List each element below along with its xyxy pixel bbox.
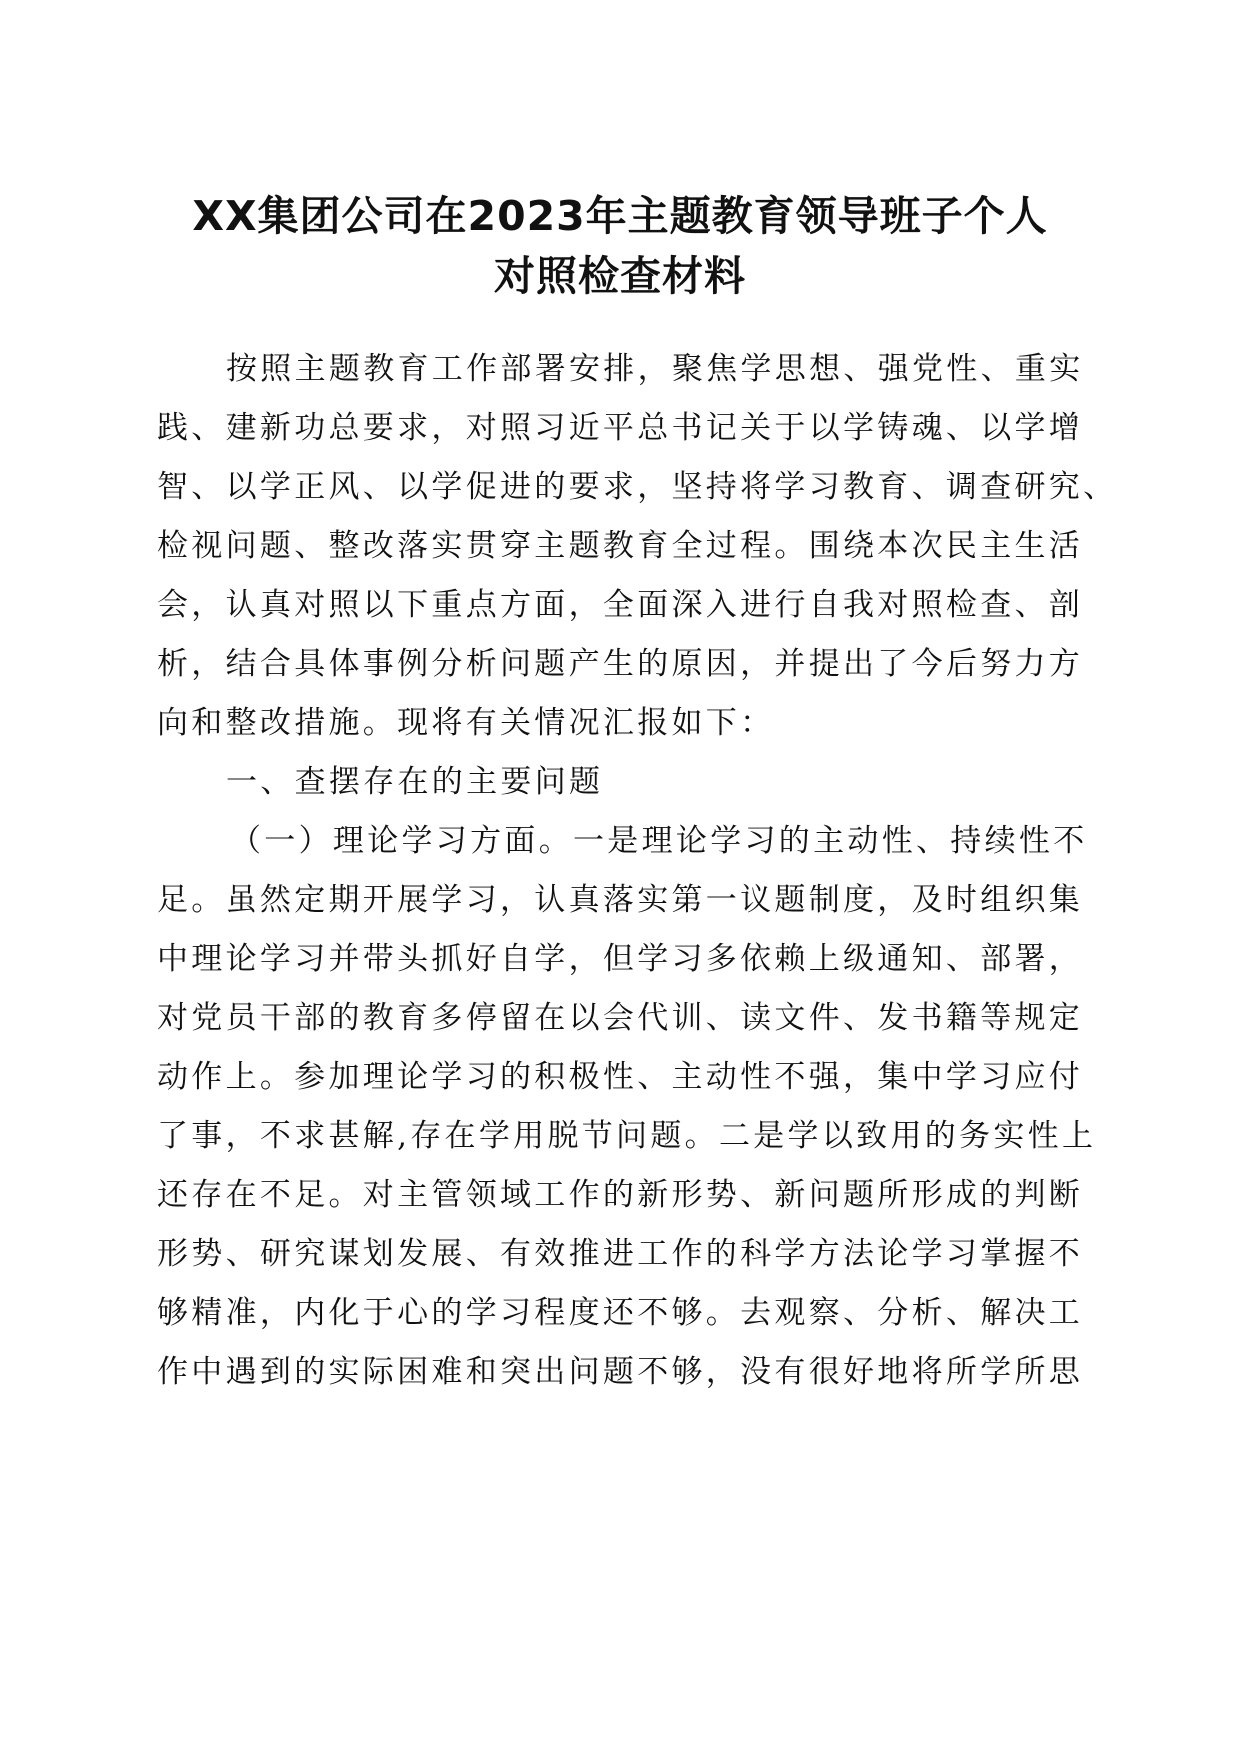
intro-paragraph-line: 向和整改措施。现将有关情况汇报如下： [157,705,775,741]
section-paragraph-line: （一）理论学习方面。一是理论学习的主动性、持续性不 [230,823,1088,859]
intro-paragraph-line: 会，认真对照以下重点方面，全面深入进行自我对照检查、剖 [157,587,1084,623]
intro-paragraph-line: 析，结合具体事例分析问题产生的原因，并提出了今后努力方 [157,646,1084,682]
intro-paragraph-line: 按照主题教育工作部署安排，聚焦学思想、强党性、重实 [226,351,1084,387]
document-title-line-2: 对照检查材料 [494,252,746,300]
intro-paragraph-line: 智、以学正风、以学促进的要求，坚持将学习教育、调查研究、 [157,469,1118,505]
section-heading: 一、查摆存在的主要问题 [226,764,604,800]
section-paragraph-line: 作中遇到的实际困难和突出问题不够，没有很好地将所学所思 [157,1354,1084,1390]
intro-paragraph-line: 践、建新功总要求，对照习近平总书记关于以学铸魂、以学增 [157,410,1084,446]
intro-paragraph-line: 检视问题、整改落实贯穿主题教育全过程。围绕本次民主生活 [157,528,1084,564]
section-paragraph-line: 了事，不求甚解,存在学用脱节问题。二是学以致用的务实性上 [157,1118,1097,1154]
section-paragraph-line: 还存在不足。对主管领域工作的新形势、新问题所形成的判断 [157,1177,1084,1213]
section-paragraph-line: 形势、研究谋划发展、有效推进工作的科学方法论学习掌握不 [157,1236,1084,1272]
section-paragraph-line: 够精准，内化于心的学习程度还不够。去观察、分析、解决工 [157,1295,1084,1331]
section-paragraph-line: 动作上。参加理论学习的积极性、主动性不强，集中学习应付 [157,1059,1084,1095]
section-paragraph-line: 足。虽然定期开展学习，认真落实第一议题制度，及时组织集 [157,882,1084,918]
section-paragraph-line: 对党员干部的教育多停留在以会代训、读文件、发书籍等规定 [157,1000,1084,1036]
section-paragraph-line: 中理论学习并带头抓好自学，但学习多依赖上级通知、部署， [157,941,1084,977]
document-title-line-1: XX集团公司在2023年主题教育领导班子个人 [192,192,1048,240]
